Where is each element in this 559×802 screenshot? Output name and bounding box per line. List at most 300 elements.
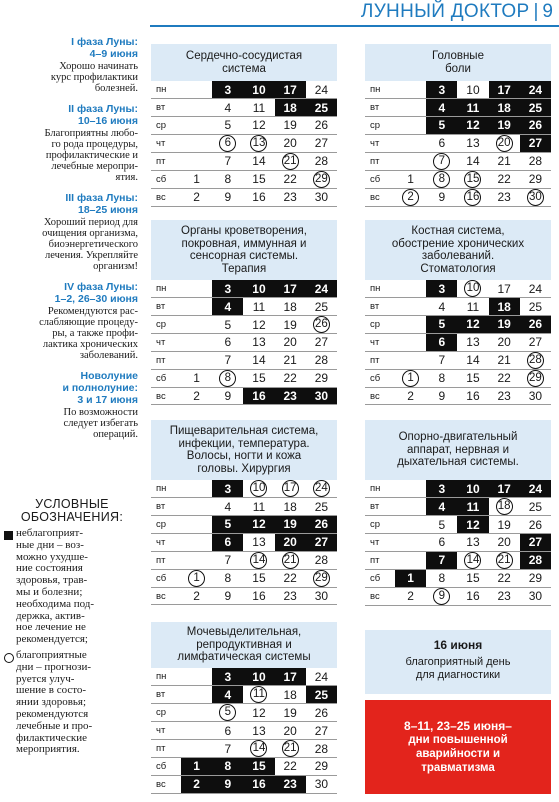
legend bbox=[4, 498, 140, 756]
day-circle: 17 bbox=[282, 480, 299, 497]
calendar-week-row bbox=[365, 587, 551, 605]
day-cell: 7 bbox=[212, 351, 243, 369]
calendar-grid bbox=[151, 280, 337, 405]
circle-icon bbox=[4, 653, 14, 663]
day-circle: 14 bbox=[250, 552, 267, 569]
unfavorable-day-cell: 16 bbox=[243, 387, 274, 405]
unfavorable-day-cell: 18 bbox=[489, 298, 520, 316]
phase-description: По возможности следует избегать операций. bbox=[63, 407, 138, 440]
unfavorable-day-cell: 7 bbox=[426, 551, 457, 569]
favorable-day-cell bbox=[306, 316, 337, 334]
calendar-week-row bbox=[151, 351, 337, 369]
calendar-week-row bbox=[365, 369, 551, 387]
day-cell: 29 bbox=[306, 369, 337, 387]
day-circle: 28 bbox=[527, 352, 544, 369]
day-cell: 27 bbox=[306, 722, 337, 740]
empty-day-cell bbox=[395, 81, 426, 99]
panel-title: Головные боли bbox=[365, 44, 551, 81]
day-cell: 23 bbox=[489, 188, 520, 206]
unfavorable-day-cell: 27 bbox=[520, 134, 551, 152]
day-cell: 14 bbox=[457, 351, 488, 369]
day-circle: 21 bbox=[282, 153, 299, 170]
weekday-label: пт bbox=[151, 351, 181, 369]
day-cell: 20 bbox=[275, 722, 306, 740]
day-cell: 28 bbox=[306, 740, 337, 758]
unfavorable-day-cell: 12 bbox=[243, 516, 274, 534]
empty-day-cell bbox=[395, 99, 426, 117]
calendar-week-row bbox=[151, 516, 337, 534]
weekday-label: вс bbox=[151, 775, 181, 793]
day-cell: 13 bbox=[457, 134, 488, 152]
calendar-week-row bbox=[365, 534, 551, 552]
empty-day-cell bbox=[181, 480, 212, 498]
empty-day-cell bbox=[395, 316, 426, 334]
empty-day-cell bbox=[395, 298, 426, 316]
favorable-day-cell bbox=[426, 587, 457, 605]
favorable-day-cell bbox=[426, 170, 457, 188]
day-cell: 14 bbox=[243, 152, 274, 170]
weekday-label: пт bbox=[365, 551, 395, 569]
day-circle: 14 bbox=[464, 552, 481, 569]
day-cell: 15 bbox=[457, 369, 488, 387]
calendar-musculoskeletal bbox=[365, 420, 551, 606]
day-circle: 16 bbox=[464, 189, 481, 206]
unfavorable-day-cell: 3 bbox=[212, 280, 243, 298]
day-cell: 25 bbox=[306, 298, 337, 316]
weekday-label: вт bbox=[151, 686, 181, 704]
phase-description: Хороший период для очищения организма, биоэнергетического лечения. Укрепляйте организм! bbox=[42, 217, 138, 272]
calendar-week-row bbox=[365, 569, 551, 587]
calendar-grid bbox=[365, 480, 551, 606]
empty-day-cell bbox=[395, 333, 426, 351]
day-cell: 21 bbox=[489, 351, 520, 369]
unfavorable-day-cell: 3 bbox=[426, 480, 457, 498]
day-cell: 28 bbox=[306, 351, 337, 369]
day-cell: 15 bbox=[243, 170, 274, 188]
calendar-grid bbox=[365, 81, 551, 207]
weekday-label: пн bbox=[151, 668, 181, 686]
day-cell: 5 bbox=[212, 316, 243, 334]
empty-day-cell bbox=[395, 152, 426, 170]
calendar-grid bbox=[365, 280, 551, 405]
legend-unfavorable bbox=[4, 528, 140, 646]
day-cell: 1 bbox=[181, 170, 212, 188]
day-cell: 21 bbox=[275, 351, 306, 369]
unfavorable-day-cell: 17 bbox=[275, 81, 306, 99]
favorable-day-cell bbox=[520, 369, 551, 387]
favorable-day-cell bbox=[212, 704, 243, 722]
day-cell: 2 bbox=[395, 387, 426, 405]
day-cell: 9 bbox=[212, 387, 243, 405]
day-cell: 17 bbox=[489, 280, 520, 298]
weekday-label: пт bbox=[365, 152, 395, 170]
unfavorable-day-cell: 10 bbox=[243, 81, 274, 99]
panel-title: Мочевыделительная, репродуктивная и лимфатическая системы bbox=[151, 622, 337, 668]
day-circle: 1 bbox=[188, 570, 205, 587]
favorable-day-cell bbox=[306, 170, 337, 188]
day-cell: 20 bbox=[275, 134, 306, 152]
day-cell: 20 bbox=[489, 534, 520, 552]
day-cell: 14 bbox=[243, 351, 274, 369]
day-circle: 24 bbox=[313, 480, 330, 497]
favorable-day-cell bbox=[181, 569, 212, 587]
calendar-week-row bbox=[365, 351, 551, 369]
unfavorable-day-cell: 26 bbox=[306, 516, 337, 534]
weekday-label: вс bbox=[151, 188, 181, 206]
day-circle: 2 bbox=[402, 189, 419, 206]
day-cell: 26 bbox=[306, 117, 337, 135]
empty-day-cell bbox=[181, 740, 212, 758]
day-cell: 24 bbox=[520, 280, 551, 298]
weekday-label: сб bbox=[151, 569, 181, 587]
calendar-week-row bbox=[151, 722, 337, 740]
header-separator: | bbox=[533, 1, 539, 22]
unfavorable-day-cell: 19 bbox=[489, 117, 520, 135]
weekday-label: вт bbox=[365, 498, 395, 516]
unfavorable-day-cell: 4 bbox=[426, 99, 457, 117]
day-cell: 22 bbox=[275, 170, 306, 188]
unfavorable-day-cell: 25 bbox=[520, 99, 551, 117]
day-cell: 28 bbox=[306, 551, 337, 569]
day-circle: 30 bbox=[527, 189, 544, 206]
day-circle: 6 bbox=[219, 135, 236, 152]
day-cell: 24 bbox=[306, 668, 337, 686]
calendar-cardiovascular bbox=[151, 44, 337, 207]
day-cell: 29 bbox=[520, 569, 551, 587]
day-cell: 19 bbox=[275, 117, 306, 135]
day-circle: 5 bbox=[219, 704, 236, 721]
day-cell: 27 bbox=[306, 134, 337, 152]
diagnostics-date: 16 июня bbox=[433, 638, 483, 652]
weekday-label: пн bbox=[365, 480, 395, 498]
moon-phases-column bbox=[0, 36, 138, 449]
unfavorable-day-cell: 6 bbox=[212, 533, 243, 551]
day-circle: 15 bbox=[464, 171, 481, 188]
empty-day-cell bbox=[181, 498, 212, 516]
day-cell: 19 bbox=[489, 516, 520, 534]
day-cell: 4 bbox=[212, 99, 243, 117]
day-cell: 7 bbox=[212, 152, 243, 170]
day-cell: 9 bbox=[212, 587, 243, 605]
unfavorable-day-cell: 20 bbox=[275, 533, 306, 551]
calendar-week-row bbox=[151, 758, 337, 776]
day-circle: 20 bbox=[496, 135, 513, 152]
day-cell: 29 bbox=[306, 758, 337, 776]
unfavorable-day-cell: 3 bbox=[426, 81, 457, 99]
favorable-day-cell bbox=[243, 551, 274, 569]
calendar-week-row bbox=[151, 369, 337, 387]
unfavorable-day-cell: 4 bbox=[212, 298, 243, 316]
weekday-label: пт bbox=[151, 152, 181, 170]
calendar-week-row bbox=[151, 81, 337, 99]
weekday-label: чт bbox=[151, 334, 181, 352]
day-cell: 2 bbox=[181, 387, 212, 405]
day-cell: 19 bbox=[275, 704, 306, 722]
unfavorable-day-cell: 19 bbox=[275, 516, 306, 534]
day-cell: 4 bbox=[426, 298, 457, 316]
day-cell: 26 bbox=[520, 516, 551, 534]
day-cell: 15 bbox=[243, 369, 274, 387]
calendar-week-row bbox=[365, 298, 551, 316]
calendar-grid bbox=[151, 81, 337, 207]
day-cell: 13 bbox=[243, 533, 274, 551]
weekday-label: вс bbox=[151, 387, 181, 405]
weekday-label: сб bbox=[365, 369, 395, 387]
unfavorable-day-cell: 4 bbox=[212, 686, 243, 704]
calendar-week-row bbox=[151, 533, 337, 551]
phase-title: I фаза Луны: 4–9 июня bbox=[71, 36, 138, 60]
day-cell: 13 bbox=[243, 334, 274, 352]
day-cell: 23 bbox=[489, 387, 520, 405]
day-cell: 27 bbox=[520, 333, 551, 351]
day-cell: 23 bbox=[489, 587, 520, 605]
calendar-week-row bbox=[151, 152, 337, 170]
weekday-label: вт bbox=[151, 99, 181, 117]
calendar-week-row bbox=[365, 81, 551, 99]
unfavorable-day-cell: 12 bbox=[457, 516, 488, 534]
day-cell: 15 bbox=[243, 569, 274, 587]
unfavorable-day-cell: 11 bbox=[457, 498, 488, 516]
unfavorable-day-cell: 23 bbox=[275, 387, 306, 405]
favorable-day-cell bbox=[275, 740, 306, 758]
day-cell: 22 bbox=[489, 369, 520, 387]
diagnostics-text: благоприятный день для диагностики bbox=[405, 656, 511, 681]
weekday-label: сб bbox=[365, 170, 395, 188]
calendar-week-row bbox=[151, 387, 337, 405]
legend-unfavorable-text: неблагоприят- ные дни – воз- можно ухудше- ние состояния здоровья, трав- мы и болезни; необходима под- держка, актив- ное лечение не рекомендуется; bbox=[16, 527, 95, 646]
day-cell: 11 bbox=[243, 99, 274, 117]
calendar-week-row bbox=[365, 498, 551, 516]
unfavorable-day-cell: 10 bbox=[243, 280, 274, 298]
day-cell: 28 bbox=[306, 152, 337, 170]
panel-title: Органы кроветворения, покровная, иммунная и сенсорная системы. Терапия bbox=[151, 220, 337, 280]
weekday-label: вт bbox=[151, 498, 181, 516]
favorable-day-cell bbox=[243, 134, 274, 152]
accident-alert-box: 8–11, 23–25 июня– дни повышенной аварийности и травматизма bbox=[365, 700, 551, 794]
day-cell: 25 bbox=[520, 298, 551, 316]
phase-1 bbox=[0, 36, 138, 94]
calendar-week-row bbox=[365, 333, 551, 351]
day-cell: 18 bbox=[275, 298, 306, 316]
unfavorable-day-cell: 17 bbox=[275, 668, 306, 686]
unfavorable-day-cell: 9 bbox=[212, 775, 243, 793]
day-cell: 16 bbox=[243, 188, 274, 206]
calendar-week-row bbox=[365, 99, 551, 117]
phase-4 bbox=[0, 281, 138, 361]
weekday-label: вс bbox=[151, 587, 181, 605]
weekday-label: чт bbox=[365, 333, 395, 351]
calendar-blood-immune bbox=[151, 220, 337, 405]
calendar-week-row bbox=[365, 280, 551, 298]
weekday-label: пн bbox=[365, 81, 395, 99]
diagnostics-box bbox=[365, 630, 551, 694]
unfavorable-day-cell: 3 bbox=[212, 480, 243, 498]
empty-day-cell bbox=[395, 280, 426, 298]
unfavorable-day-cell: 10 bbox=[243, 668, 274, 686]
day-cell: 8 bbox=[426, 569, 457, 587]
weekday-label: ср bbox=[365, 516, 395, 534]
empty-day-cell bbox=[181, 334, 212, 352]
legend-favorable bbox=[4, 650, 140, 756]
day-cell: 1 bbox=[181, 369, 212, 387]
weekday-label: сб bbox=[365, 569, 395, 587]
day-cell: 11 bbox=[243, 498, 274, 516]
calendar-week-row bbox=[365, 188, 551, 206]
day-circle: 26 bbox=[313, 316, 330, 333]
day-cell: 8 bbox=[212, 569, 243, 587]
unfavorable-day-cell: 16 bbox=[243, 775, 274, 793]
favorable-day-cell bbox=[457, 551, 488, 569]
day-cell: 2 bbox=[181, 188, 212, 206]
day-cell: 11 bbox=[457, 298, 488, 316]
calendar-grid bbox=[151, 480, 337, 605]
empty-day-cell bbox=[395, 551, 426, 569]
page-header bbox=[361, 0, 553, 24]
empty-day-cell bbox=[181, 668, 212, 686]
weekday-label: пн bbox=[151, 81, 181, 99]
day-cell: 28 bbox=[520, 152, 551, 170]
calendar-headaches bbox=[365, 44, 551, 207]
day-cell: 6 bbox=[426, 534, 457, 552]
unfavorable-day-cell: 27 bbox=[306, 533, 337, 551]
day-cell: 5 bbox=[212, 117, 243, 135]
day-cell: 25 bbox=[306, 498, 337, 516]
day-cell: 12 bbox=[243, 117, 274, 135]
phase-title: Новолуние и полнолуние: 3 и 17 июня bbox=[62, 370, 138, 406]
day-cell: 22 bbox=[275, 758, 306, 776]
day-circle: 21 bbox=[496, 552, 513, 569]
unfavorable-day-cell: 5 bbox=[426, 117, 457, 135]
unfavorable-day-cell: 1 bbox=[395, 569, 426, 587]
favorable-day-cell bbox=[243, 480, 274, 498]
weekday-label: ср bbox=[151, 117, 181, 135]
day-cell: 29 bbox=[520, 170, 551, 188]
empty-day-cell bbox=[181, 551, 212, 569]
day-circle: 10 bbox=[250, 480, 267, 497]
weekday-label: ср bbox=[151, 316, 181, 334]
weekday-label: вт bbox=[151, 298, 181, 316]
day-circle: 21 bbox=[282, 552, 299, 569]
day-circle: 11 bbox=[250, 686, 267, 703]
day-cell: 10 bbox=[457, 81, 488, 99]
weekday-label: вт bbox=[365, 99, 395, 117]
day-circle: 21 bbox=[282, 740, 299, 757]
unfavorable-day-cell: 28 bbox=[520, 551, 551, 569]
page-number: 9 bbox=[542, 1, 553, 22]
calendar-week-row bbox=[151, 704, 337, 722]
phase-title: III фаза Луны: 18–25 июня bbox=[65, 192, 138, 216]
favorable-day-cell bbox=[395, 188, 426, 206]
unfavorable-day-cell: 18 bbox=[489, 99, 520, 117]
calendar-week-row bbox=[151, 170, 337, 188]
day-circle: 8 bbox=[219, 370, 236, 387]
unfavorable-day-cell: 1 bbox=[181, 758, 212, 776]
day-cell: 20 bbox=[489, 333, 520, 351]
empty-day-cell bbox=[181, 152, 212, 170]
empty-day-cell bbox=[181, 298, 212, 316]
unfavorable-day-cell: 2 bbox=[181, 775, 212, 793]
empty-day-cell bbox=[181, 99, 212, 117]
unfavorable-day-cell: 10 bbox=[457, 480, 488, 498]
unfavorable-day-cell: 12 bbox=[457, 117, 488, 135]
empty-day-cell bbox=[181, 280, 212, 298]
calendar-urinary-reproductive bbox=[151, 622, 337, 794]
day-circle: 1 bbox=[402, 370, 419, 387]
day-cell: 9 bbox=[426, 387, 457, 405]
unfavorable-day-cell: 17 bbox=[489, 480, 520, 498]
empty-day-cell bbox=[181, 351, 212, 369]
day-circle: 29 bbox=[313, 171, 330, 188]
weekday-label: вт bbox=[365, 298, 395, 316]
empty-day-cell bbox=[181, 134, 212, 152]
favorable-day-cell bbox=[243, 686, 274, 704]
day-cell: 18 bbox=[275, 686, 306, 704]
weekday-label: пт bbox=[151, 740, 181, 758]
empty-day-cell bbox=[181, 722, 212, 740]
day-cell: 27 bbox=[306, 334, 337, 352]
day-cell: 6 bbox=[212, 722, 243, 740]
calendar-week-row bbox=[365, 551, 551, 569]
day-cell: 22 bbox=[489, 569, 520, 587]
calendar-week-row bbox=[151, 740, 337, 758]
day-cell: 13 bbox=[457, 534, 488, 552]
calendar-week-row bbox=[151, 775, 337, 793]
unfavorable-day-cell: 8 bbox=[212, 758, 243, 776]
unfavorable-day-cell: 18 bbox=[275, 99, 306, 117]
favorable-day-cell bbox=[275, 480, 306, 498]
phase-3 bbox=[0, 192, 138, 272]
empty-day-cell bbox=[395, 516, 426, 534]
unfavorable-day-cell: 24 bbox=[520, 480, 551, 498]
day-circle: 14 bbox=[250, 740, 267, 757]
calendar-week-row bbox=[151, 480, 337, 498]
day-circle: 10 bbox=[464, 280, 481, 297]
weekday-label: чт bbox=[151, 134, 181, 152]
day-circle: 13 bbox=[250, 135, 267, 152]
weekday-label: пн bbox=[151, 280, 181, 298]
weekday-label: ср bbox=[151, 704, 181, 722]
unfavorable-day-cell: 3 bbox=[426, 280, 457, 298]
phase-new-full-moon bbox=[0, 370, 138, 440]
calendar-week-row bbox=[365, 480, 551, 498]
phase-2 bbox=[0, 103, 138, 183]
day-cell: 16 bbox=[457, 587, 488, 605]
day-cell: 24 bbox=[306, 81, 337, 99]
day-cell: 7 bbox=[426, 351, 457, 369]
calendar-week-row bbox=[151, 280, 337, 298]
empty-day-cell bbox=[181, 316, 212, 334]
weekday-label: вс bbox=[365, 387, 395, 405]
unfavorable-day-cell: 24 bbox=[306, 280, 337, 298]
panel-title: Сердечно-сосудистая система bbox=[151, 44, 337, 81]
day-cell: 14 bbox=[457, 152, 488, 170]
day-circle: 29 bbox=[313, 570, 330, 587]
empty-day-cell bbox=[181, 533, 212, 551]
empty-day-cell bbox=[395, 534, 426, 552]
unfavorable-day-cell: 25 bbox=[306, 686, 337, 704]
calendar-week-row bbox=[151, 316, 337, 334]
calendar-week-row bbox=[151, 134, 337, 152]
unfavorable-day-cell: 26 bbox=[520, 117, 551, 135]
weekday-label: пт bbox=[151, 551, 181, 569]
calendar-week-row bbox=[365, 170, 551, 188]
empty-day-cell bbox=[181, 516, 212, 534]
day-cell: 15 bbox=[457, 569, 488, 587]
day-cell: 7 bbox=[212, 551, 243, 569]
calendar-week-row bbox=[365, 316, 551, 334]
day-cell: 13 bbox=[243, 722, 274, 740]
unfavorable-day-cell: 3 bbox=[212, 81, 243, 99]
